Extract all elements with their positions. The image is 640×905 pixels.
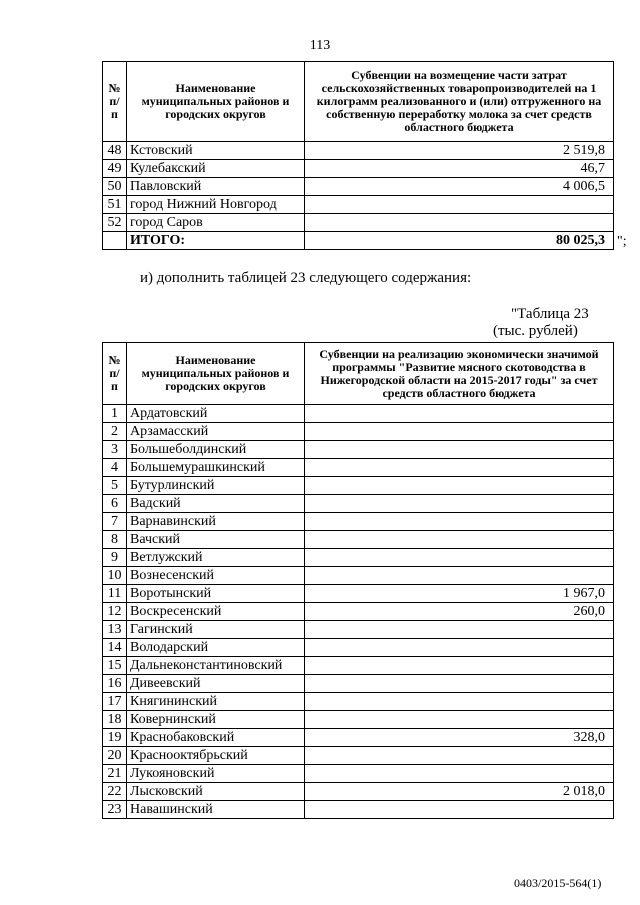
- table-unit: (тыс. рублей): [493, 323, 578, 339]
- table-row: [103, 196, 614, 214]
- row-number: 21: [103, 765, 127, 783]
- total-label: ИТОГО:: [127, 232, 305, 250]
- row-number: 7: [103, 513, 127, 531]
- row-number: 1: [103, 405, 127, 423]
- subsidy-value: [305, 405, 614, 423]
- subsidy-value: [305, 549, 614, 567]
- row-number: 50: [103, 178, 127, 196]
- table-title: "Таблица 23: [511, 306, 589, 322]
- row-number: 10: [103, 567, 127, 585]
- municipality-name: Лысковский: [127, 783, 305, 801]
- table-row: [103, 783, 614, 801]
- municipality-name: Ардатовский: [127, 405, 305, 423]
- table-row: [103, 531, 614, 549]
- row-number: 18: [103, 711, 127, 729]
- table-row: [103, 585, 614, 603]
- table-row: [103, 693, 614, 711]
- subsidy-value: [305, 657, 614, 675]
- subsidy-value: [305, 196, 614, 214]
- table-row: [103, 729, 614, 747]
- table-row: [103, 603, 614, 621]
- subsidy-value: [305, 765, 614, 783]
- row-number: 15: [103, 657, 127, 675]
- table-row: [103, 160, 614, 178]
- header-beef-subsidy: Субвенции на реализацию экономически значимой программы "Развитие мясного скотоводства в Нижегородской области на 2015-2017 годы" за счет средств областного бюджета: [305, 343, 614, 405]
- subsidy-value: [305, 621, 614, 639]
- row-number: 20: [103, 747, 127, 765]
- subsidy-value: [305, 513, 614, 531]
- table-row: [103, 178, 614, 196]
- subsidy-value: [305, 477, 614, 495]
- header-number: № п/п: [103, 62, 127, 142]
- municipality-name: Варнавинский: [127, 513, 305, 531]
- subsidy-value: [305, 567, 614, 585]
- row-number: 12: [103, 603, 127, 621]
- table-row: [103, 639, 614, 657]
- header-municipality: Наименование муниципальных районов и городских округов: [127, 62, 305, 142]
- row-number: 8: [103, 531, 127, 549]
- municipality-name: Вознесенский: [127, 567, 305, 585]
- municipality-name: Павловский: [127, 178, 305, 196]
- municipality-name: Володарский: [127, 639, 305, 657]
- table-row: [103, 549, 614, 567]
- municipality-name: Дальнеконстантиновский: [127, 657, 305, 675]
- subsidy-value: [305, 675, 614, 693]
- row-number: 5: [103, 477, 127, 495]
- municipality-name: Краснооктябрьский: [127, 747, 305, 765]
- row-number: 13: [103, 621, 127, 639]
- municipality-name: Воротынский: [127, 585, 305, 603]
- table-row: [103, 747, 614, 765]
- municipality-name: Княгининский: [127, 693, 305, 711]
- municipality-name: Ветлужский: [127, 549, 305, 567]
- row-number: 19: [103, 729, 127, 747]
- page-number: 113: [309, 38, 331, 53]
- table-row: [103, 495, 614, 513]
- table-row: [103, 142, 614, 160]
- municipality-name: город Саров: [127, 214, 305, 232]
- subsidy-value: 1 967,0: [305, 585, 614, 603]
- table-row: [103, 423, 614, 441]
- row-number: 3: [103, 441, 127, 459]
- municipality-name: Кулебакский: [127, 160, 305, 178]
- document-code: 0403/2015-564(1): [514, 876, 602, 890]
- subsidy-value: [305, 711, 614, 729]
- table-row: [103, 765, 614, 783]
- total-row: [103, 232, 614, 250]
- beef-cattle-subsidy-table: [102, 342, 614, 819]
- row-number: 17: [103, 693, 127, 711]
- table-row: [103, 621, 614, 639]
- subsidy-value: [305, 693, 614, 711]
- total-value: 80 025,3: [305, 232, 614, 250]
- table-row: [103, 459, 614, 477]
- row-number: 51: [103, 196, 127, 214]
- municipality-name: город Нижний Новгород: [127, 196, 305, 214]
- subsidy-value: [305, 801, 614, 819]
- row-number: 49: [103, 160, 127, 178]
- row-number: 4: [103, 459, 127, 477]
- header-municipality: Наименование муниципальных районов и городских округов: [127, 343, 305, 405]
- table-row: [103, 657, 614, 675]
- header-number: № п/п: [103, 343, 127, 405]
- row-number: 23: [103, 801, 127, 819]
- subsidy-value: [305, 495, 614, 513]
- subsidy-value: [305, 531, 614, 549]
- total-number-cell: [103, 232, 127, 250]
- table-row: [103, 675, 614, 693]
- municipality-name: Ковернинский: [127, 711, 305, 729]
- table-row: [103, 711, 614, 729]
- table-row: [103, 214, 614, 232]
- subsidy-value: [305, 214, 614, 232]
- subsidy-value: [305, 747, 614, 765]
- municipality-name: Арзамасский: [127, 423, 305, 441]
- municipality-name: Дивеевский: [127, 675, 305, 693]
- municipality-name: Большемурашкинский: [127, 459, 305, 477]
- municipality-name: Вадский: [127, 495, 305, 513]
- row-number: 6: [103, 495, 127, 513]
- row-number: 48: [103, 142, 127, 160]
- municipality-name: Бутурлинский: [127, 477, 305, 495]
- subsidy-value: [305, 423, 614, 441]
- municipality-name: Гагинский: [127, 621, 305, 639]
- table-row: [103, 405, 614, 423]
- row-number: 11: [103, 585, 127, 603]
- municipality-name: Вачский: [127, 531, 305, 549]
- municipality-name: Воскресенский: [127, 603, 305, 621]
- subsidy-value: 2 018,0: [305, 783, 614, 801]
- table-row: [103, 441, 614, 459]
- milk-subsidy-table: [102, 61, 614, 250]
- subsidy-value: [305, 441, 614, 459]
- municipality-name: Краснобаковский: [127, 729, 305, 747]
- row-number: 2: [103, 423, 127, 441]
- subsidy-value: [305, 639, 614, 657]
- municipality-name: Большеболдинский: [127, 441, 305, 459]
- table-row: [103, 801, 614, 819]
- header-milk-subsidy: Субвенции на возмещение части затрат сельскохозяйственных товаропроизводителей на 1 килограмм реализованного и (или) отгруженного на собственную переработку молока за счет средств областного бюджета: [305, 62, 614, 142]
- row-number: 14: [103, 639, 127, 657]
- subsidy-value: 328,0: [305, 729, 614, 747]
- subsidy-value: 260,0: [305, 603, 614, 621]
- instruction-text: и) дополнить таблицей 23 следующего содержания:: [140, 270, 472, 286]
- table-row: [103, 513, 614, 531]
- row-number: 22: [103, 783, 127, 801]
- municipality-name: Навашинский: [127, 801, 305, 819]
- table-row: [103, 567, 614, 585]
- row-number: 9: [103, 549, 127, 567]
- row-number: 52: [103, 214, 127, 232]
- closing-quote: ";: [617, 234, 627, 249]
- subsidy-value: 2 519,8: [305, 142, 614, 160]
- municipality-name: Кстовский: [127, 142, 305, 160]
- row-number: 16: [103, 675, 127, 693]
- subsidy-value: [305, 459, 614, 477]
- municipality-name: Лукояновский: [127, 765, 305, 783]
- subsidy-value: 46,7: [305, 160, 614, 178]
- table-row: [103, 477, 614, 495]
- subsidy-value: 4 006,5: [305, 178, 614, 196]
